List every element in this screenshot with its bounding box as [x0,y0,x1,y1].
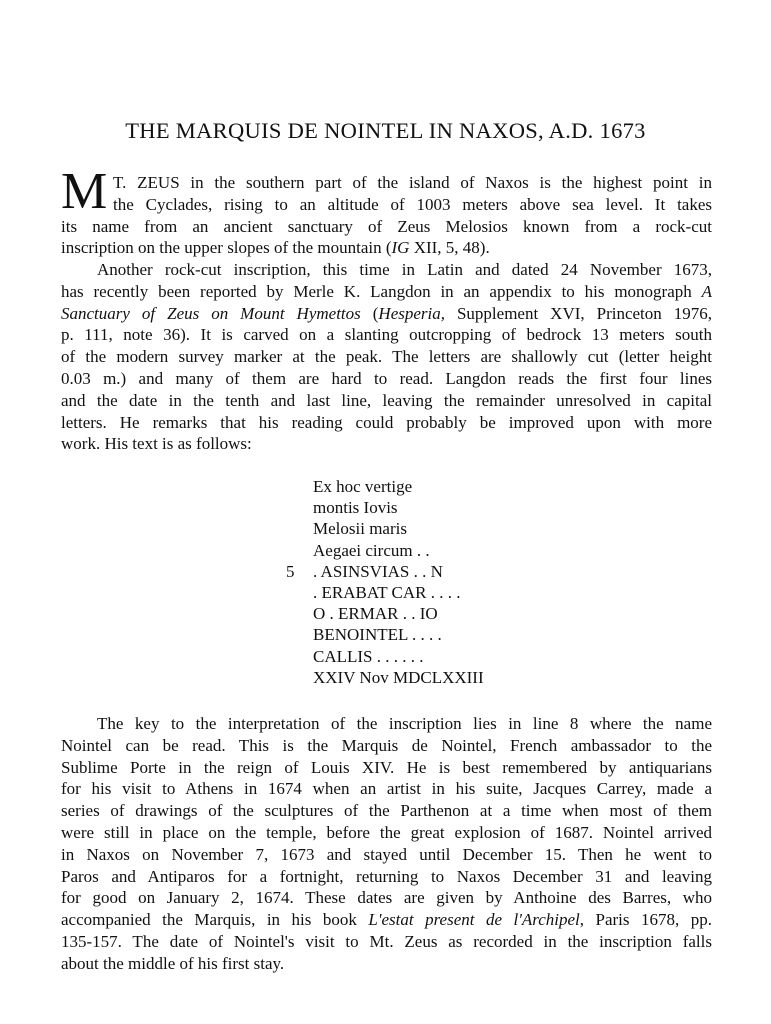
italic-span: L'estat present de l'Archipel [368,910,580,930]
text-line: in Naxos on November 7, 1673 and stayed until December 15. Then he went to [61,844,712,864]
text-line: were still in place on the temple, before the great explosion of 1687. Nointel arrived [61,822,712,842]
text-line: 135-157. The date of Nointel's visit to Mt. Zeus as recorded in the inscription falls [61,931,712,951]
text-line: the Cyclades, rising to an altitude of 1003 meters above sea level. It takes [113,194,712,214]
paragraph-interpretation [61,713,712,975]
paragraph-langdon [61,259,712,455]
text-line: Nointel can be read. This is the Marquis de Nointel, French ambassador to the [61,735,712,755]
text-line: of the modern survey marker at the peak. The letters are shallowly cut (letter height [61,347,712,367]
text-span: ( [360,303,379,323]
text-span: , Paris 1678, pp. [579,910,713,930]
text-line: for good on January 2, 1674. These dates are given by Anthoine des Barres, who [61,888,712,908]
text-line: and the date in the tenth and last line, leaving the remainder unresolved in capital [61,390,712,410]
page-title: THE MARQUIS DE NOINTEL IN NAXOS, A.D. 1673 [125,118,646,143]
text-line: The key to the interpretation of the inscription lies in line 8 where the name [97,714,712,733]
text-line: its name from an ancient sanctuary of Zeus Melosios known from a rock-cut [61,216,712,236]
text-line: about the middle of his first stay. [61,953,285,973]
italic-span: A [701,281,712,301]
drop-cap: M [61,163,108,220]
text-line: series of drawings of the sculptures of the Parthenon at a time when most of them [61,801,712,821]
text-span: accompanied the Marquis, in his book [61,910,369,930]
text-line: for his visit to Athens in 1674 when an artist in his suite, Jacques Carrey, made a [61,779,712,799]
text-span: inscription on the upper slopes of the mountain ( [61,238,392,258]
line-number: 5 [286,561,295,581]
text-span: Supplement XVI, Princeton 1976, [445,303,713,323]
text-line: Another rock-cut inscription, this time in Latin and dated 24 November 1673, [97,260,712,279]
text-line: Sublime Porte in the reign of Louis XIV. He is best remembered by antiquarians [61,757,712,777]
text-line [61,237,712,259]
paragraph-intro [61,163,712,259]
text-line: letters. He remarks that his reading could probably be improved upon with more [61,412,712,432]
text-line: Paros and Antiparos for a fortnight, returning to Naxos December 31 and leaving [61,866,712,886]
text-line: p. 111, note 36). It is carved on a slanting outcropping of bedrock 13 meters south [61,325,712,345]
italic-span: Hesperia, [378,303,445,323]
text-line [61,281,712,303]
page: THE MARQUIS DE NOINTEL IN NAXOS, A.D. 1673 M T. ZEUS in the southern part of the island of Naxos is the highest point in the Cyclades, rising to an altitude of 1003 meters above sea level. It takes its name from an ancient sanctuary of Zeus Melosios known from a rock-cut inscription on the upper slopes of the mountain (IG XII, 5, 48). Another rock-cut inscription, this time in Latin and dated 24 November 1673, has recently been reported by Merle K. Langdon in an appendix to his monograph A Sanctuary of Zeus on Mount Hymettos (Hesperia, Supplement XVI, Princeton 1976, p. 111, note 36). It is carved on a slanting outcropping of bedrock 13 meters south of the modern survey marker at the peak. The letters are shallowly cut (letter height 0.03 m.) and many of them are hard to read. Langdon reads the first four lines and the date in the tenth and last line, leaving the remainder unresolved in capital letters. He remarks that his reading could probably be improved upon with more work. His text is as follows: Ex hoc vertige montis Iovis Melosii maris Aegaei circum . . 5 . ASINSVIAS . . N . ERABAT CAR . . . . O . ERMAR . . IO BENOINTEL . . . . CALLIS . . . . . . XXIV Nov MDCLXXIII The key to the interpretation of the inscription lies in line 8 where the name Nointel can be read. This is the Marquis de Nointel, French ambassador to the Sublime Porte in the reign of Louis XIV. He is best remembered by antiquarians for his visit to Athens in 1674 when an artist in his suite, Jacques Carrey, made a series of drawings of the sculptures of the Parthenon at a time when most of them were still in place on the temple, before the great explosion of 1687. Nointel arrived in Naxos on November 7, 1673 and stayed until December 15. Then he went to Paros and Antiparos for a fortnight, returning to Naxos December 31 and leaving for good on January 2, 1674. These dates are given by Anthoine des Barres, who accompanied the Marquis, in his book L'estat present de l'Archipel, Paris 1678, pp. 135-157. The date of Nointel's visit to Mt. Zeus as recorded in the inscription falls about the middle of his first stay. [0,0,771,1024]
text-line [61,303,712,325]
text-span: XII, 5, 48). [409,238,490,258]
italic-span: Sanctuary of Zeus on Mount Hymettos [61,303,361,323]
text-line: work. His text is as follows: [61,434,252,454]
text-line: T. ZEUS in the southern part of the island of Naxos is the highest point in [113,173,712,192]
italic-span: IG [391,238,410,258]
text-span: has recently been reported by Merle K. Langdon in an appendix to his monograph [61,281,702,301]
text-line [61,909,712,931]
text-line: 0.03 m.) and many of them are hard to read. Langdon reads the first four lines [61,368,712,388]
